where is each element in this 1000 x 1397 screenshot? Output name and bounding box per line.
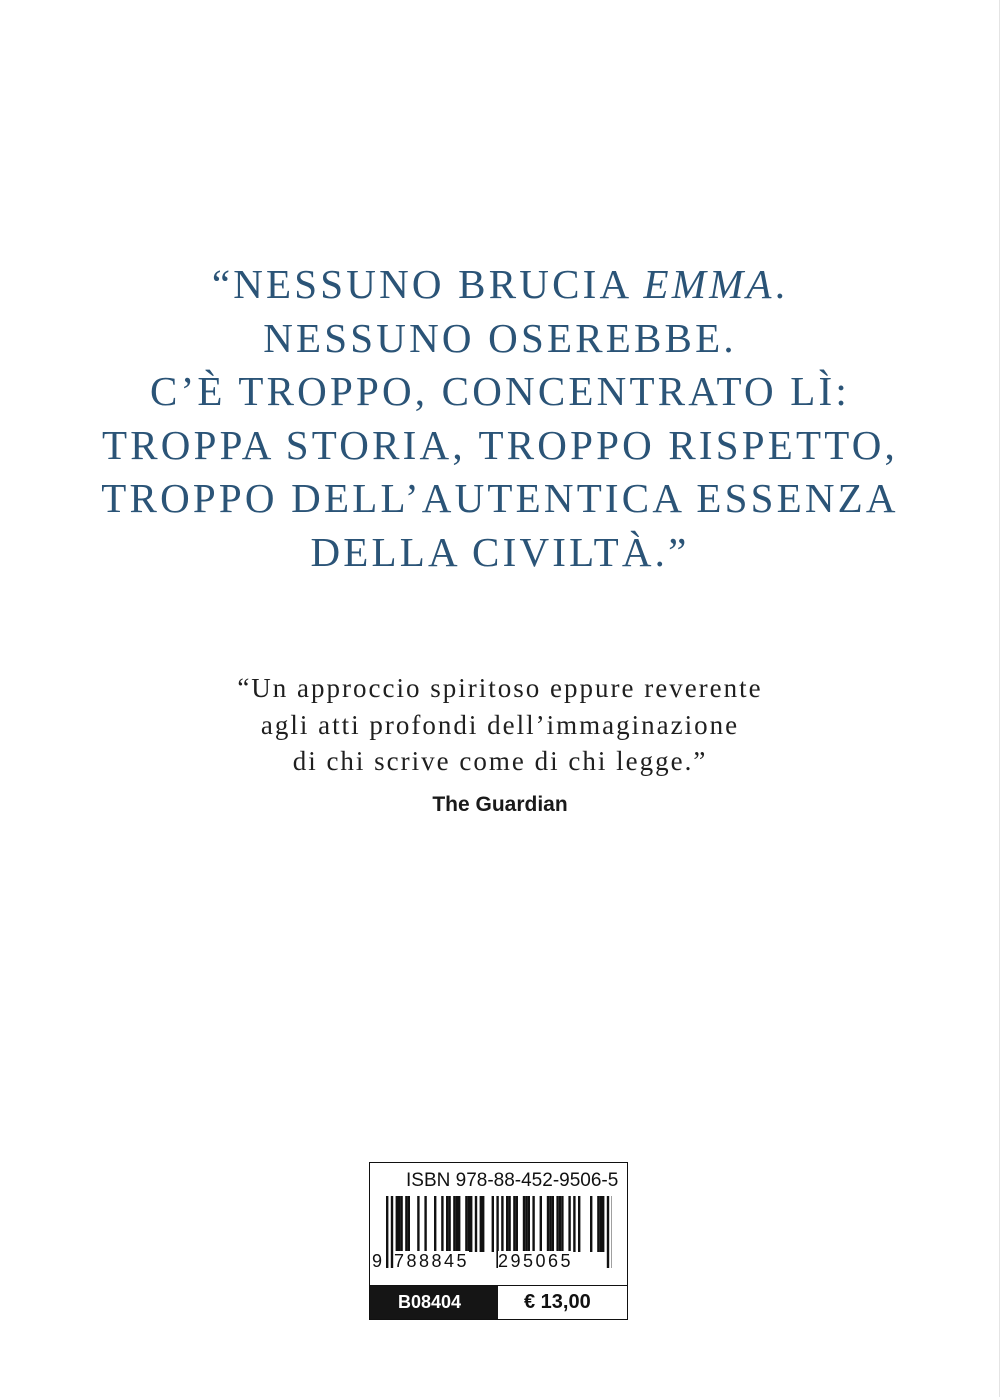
barcode-bar xyxy=(475,1196,477,1252)
barcode-bar xyxy=(540,1196,542,1252)
barcode-bar xyxy=(597,1196,599,1252)
barcode-bar xyxy=(386,1196,388,1268)
quote-line: C’È TROPPO, CONCENTRATO LÌ: xyxy=(150,368,850,414)
quote-line: DELLA CIVILTÀ.” xyxy=(310,528,690,575)
barcode-bar xyxy=(508,1196,510,1252)
barcode-box xyxy=(369,1162,628,1320)
barcode-bar xyxy=(506,1196,508,1252)
product-code: B08404 xyxy=(370,1286,498,1319)
barcode-bar xyxy=(400,1196,402,1252)
barcode-bar xyxy=(568,1196,570,1252)
barcode-bar xyxy=(549,1196,551,1252)
barcode-bar xyxy=(559,1196,561,1252)
barcode-bar xyxy=(602,1196,604,1252)
barcode-bar xyxy=(480,1196,482,1252)
barcode-bar xyxy=(516,1196,518,1252)
barcode-bar xyxy=(456,1196,458,1252)
isbn-label: ISBN 978-88-452-9506-5 xyxy=(406,1170,619,1191)
barcode-bar xyxy=(446,1196,448,1252)
review-line: “Un approccio spiritoso eppure reverente xyxy=(237,673,763,703)
barcode-bar xyxy=(465,1196,467,1252)
barcode-bar xyxy=(552,1196,554,1252)
main-quote xyxy=(0,258,1000,579)
barcode-bar xyxy=(547,1196,549,1252)
barcode-bar xyxy=(532,1196,534,1252)
quote-line: TROPPO DELL’AUTENTICA ESSENZA xyxy=(101,475,899,521)
barcode-bar xyxy=(396,1196,398,1252)
review-line: agli atti profondi dell’immaginazione xyxy=(260,709,740,740)
barcode-bar xyxy=(453,1196,455,1252)
review-quote xyxy=(0,670,1000,780)
barcode-bar xyxy=(417,1196,419,1252)
price: € 13,00 xyxy=(524,1291,591,1313)
quote-line: NESSUNO OSEREBBE. xyxy=(263,314,737,361)
barcode-bar xyxy=(590,1196,592,1252)
barcode-bar xyxy=(434,1196,436,1252)
price-row xyxy=(370,1285,627,1319)
barcode-bar xyxy=(528,1196,530,1252)
barcode-bar xyxy=(391,1196,393,1268)
barcode-bar xyxy=(398,1196,400,1252)
barcode-bar xyxy=(405,1196,407,1252)
barcode-bar xyxy=(482,1196,484,1252)
barcode-bar xyxy=(468,1196,470,1252)
barcode-digits-left: 788845 xyxy=(394,1251,470,1271)
barcode-bar xyxy=(573,1196,575,1252)
review-line: di chi scrive come di chi legge.” xyxy=(292,746,708,776)
barcode-digit-first: 9 xyxy=(372,1251,383,1271)
barcode-bar xyxy=(408,1196,410,1252)
book-title-emphasis: EMMA xyxy=(643,261,775,307)
barcode-bar xyxy=(600,1196,602,1252)
barcode-bar xyxy=(561,1196,563,1252)
quote-line: “NESSUNO BRUCIA EMMA. xyxy=(211,261,789,307)
barcode-bar xyxy=(458,1196,460,1252)
review-source: The Guardian xyxy=(432,793,568,816)
barcode-bar xyxy=(513,1196,515,1252)
barcode-bar xyxy=(424,1196,426,1252)
barcode-bar xyxy=(525,1196,527,1252)
barcode-bar xyxy=(441,1196,443,1252)
barcode-bar xyxy=(523,1196,525,1252)
barcode-digits-right: 295065 xyxy=(498,1251,574,1271)
barcode-bar xyxy=(448,1196,450,1252)
barcode-bar xyxy=(607,1196,609,1268)
barcode-bar xyxy=(492,1196,494,1252)
barcode-bar xyxy=(470,1196,472,1252)
quote-line: TROPPA STORIA, TROPPO RISPETTO, xyxy=(101,421,899,468)
barcode-bar xyxy=(556,1196,558,1252)
barcode-bar xyxy=(578,1196,580,1252)
